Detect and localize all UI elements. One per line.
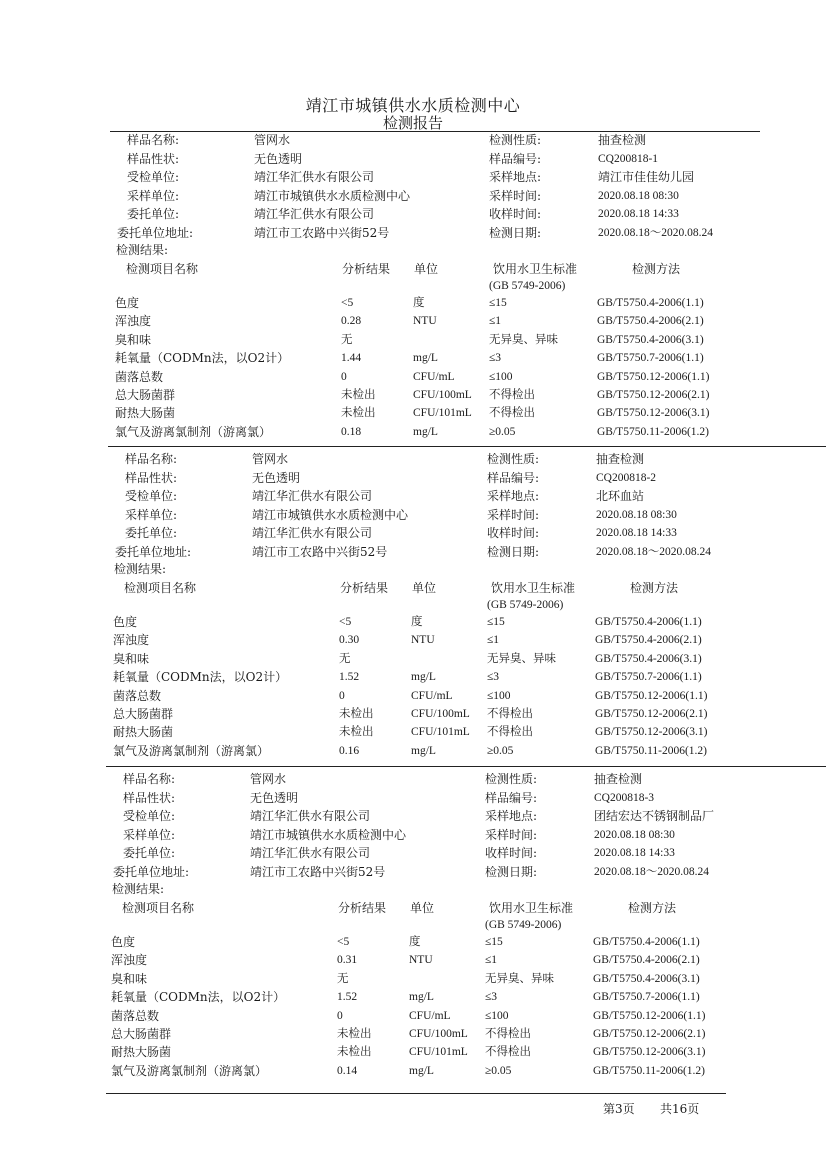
table-row-unit: NTU: [409, 954, 433, 967]
col-header-standard-code: (GB 5749-2006): [487, 599, 564, 611]
table-row-item: 总大肠菌群: [113, 707, 174, 721]
table-row-standard: ≤3: [489, 352, 502, 365]
info-label-inspection-nature: 检测性质:: [489, 133, 542, 147]
table-row-unit: mg/L: [413, 425, 438, 438]
info-label-inspected-unit: 受检单位:: [123, 809, 176, 823]
table-row-result: 0: [339, 689, 345, 702]
table-row-unit: NTU: [411, 634, 435, 647]
info-value-sampling-time: 2020.08.18 08:30: [598, 189, 679, 202]
table-row-method: GB/T5750.12-2006(1.1): [595, 689, 708, 702]
page-number: 第3页: [603, 1102, 635, 1116]
table-row-method: GB/T5750.7-2006(1.1): [595, 671, 702, 684]
table-row-standard: ≤1: [485, 954, 498, 967]
col-header-standard: 饮用水卫生标准: [493, 262, 578, 276]
table-row-result: 0: [341, 370, 347, 383]
table-row-standard: ≤100: [485, 1009, 509, 1022]
table-row-item: 浑浊度: [111, 953, 148, 968]
table-row-standard: 不得检出: [487, 726, 533, 739]
table-row-standard: ≥0.05: [489, 425, 516, 438]
info-label-sample-no: 样品编号:: [485, 790, 538, 805]
info-value-location: 团结宏达不锈钢制品厂: [594, 809, 715, 823]
col-header-unit: 单位: [412, 581, 437, 595]
table-row-standard: 不得检出: [489, 407, 535, 420]
table-row-method: GB/T5750.11-2006(1.2): [593, 1064, 706, 1077]
section-divider-2: [106, 766, 826, 767]
table-row-standard: ≤3: [487, 671, 500, 684]
table-row-method: GB/T5750.4-2006(2.1): [595, 634, 702, 647]
info-label-inspection-nature: 检测性质:: [485, 772, 538, 786]
table-row-unit: CFU/mL: [409, 1009, 451, 1022]
table-row-standard: 不得检出: [489, 389, 535, 401]
info-label-client-unit: 委托单位:: [127, 207, 180, 221]
table-row-unit: 度: [411, 616, 423, 628]
info-value-sampling-unit: 靖江市城镇供水水质检测中心: [250, 827, 407, 842]
info-value-state: 无色透明: [252, 470, 301, 485]
table-row-result: <5: [339, 616, 352, 628]
info-value-nature: 抽查检测: [598, 133, 647, 147]
table-row-unit: mg/L: [409, 991, 434, 1004]
info-label-client-unit: 委托单位:: [125, 526, 178, 540]
table-row-item: 总大肠菌群: [111, 1027, 172, 1041]
table-row-unit: CFU/mL: [411, 689, 453, 702]
table-row-result: 0.30: [339, 634, 360, 647]
info-label-sampling-location: 采样地点:: [489, 170, 542, 184]
table-row-item: 菌落总数: [115, 369, 164, 384]
info-value-test-date: 2020.08.18～2020.08.24: [596, 545, 711, 558]
info-label-client-address: 委托单位地址:: [115, 544, 192, 559]
table-row-method: GB/T5750.12-2006(2.1): [597, 389, 710, 401]
table-row-item: 菌落总数: [113, 688, 162, 703]
table-row-item: 耐热大肠菌: [113, 725, 174, 740]
table-row-unit: 度: [413, 297, 425, 309]
col-header-item: 检测项目名称: [126, 262, 199, 276]
table-row-method: GB/T5750.12-2006(3.1): [593, 1046, 706, 1059]
table-row-standard: 无异臭、异味: [489, 333, 558, 346]
table-row-item: 氯气及游离氯制剂（游离氯）: [111, 1063, 268, 1078]
info-value-name: 管网水: [254, 133, 291, 147]
info-label-sampling-location: 采样地点:: [487, 489, 540, 503]
info-value-state: 无色透明: [250, 790, 299, 805]
table-row-unit: mg/L: [411, 744, 436, 757]
info-value-receive-time: 2020.08.18 14:33: [596, 527, 677, 539]
table-row-result: 未检出: [339, 726, 374, 739]
info-value-name: 管网水: [250, 772, 287, 786]
info-label-test-date: 检测日期:: [487, 544, 540, 559]
table-row-standard: 不得检出: [485, 1028, 531, 1040]
info-value-sample-no: CQ200818-2: [596, 471, 657, 484]
table-row-method: GB/T5750.12-2006(1.1): [593, 1009, 706, 1022]
info-value-state: 无色透明: [254, 151, 303, 166]
table-row-item: 耗氧量（CODMn法，以O2计）: [115, 351, 290, 366]
table-row-method: GB/T5750.4-2006(2.1): [597, 315, 704, 328]
table-row-method: GB/T5750.11-2006(1.2): [597, 425, 710, 438]
table-row-standard: ≤3: [485, 991, 498, 1004]
table-row-item: 耐热大肠菌: [111, 1045, 172, 1060]
table-row-unit: CFU/100mL: [413, 389, 472, 401]
table-row-standard: ≤15: [485, 936, 503, 948]
table-row-item: 色度: [111, 935, 136, 949]
table-row-item: 氯气及游离氯制剂（游离氯）: [113, 743, 270, 758]
col-header-standard: 饮用水卫生标准: [489, 901, 574, 915]
results-heading: 检测结果:: [112, 882, 165, 896]
table-row-standard: ≤1: [487, 634, 500, 647]
info-value-sample-no: CQ200818-3: [594, 791, 655, 804]
info-label-test-date: 检测日期:: [489, 225, 542, 240]
table-row-method: GB/T5750.4-2006(1.1): [597, 297, 704, 309]
table-row-method: GB/T5750.4-2006(1.1): [593, 936, 700, 948]
table-row-result: 1.52: [339, 671, 360, 684]
table-row-method: GB/T5750.12-2006(2.1): [593, 1028, 706, 1040]
top-rule: [110, 131, 760, 132]
table-row-result: 1.52: [337, 991, 358, 1004]
table-row-item: 总大肠菌群: [115, 388, 176, 402]
info-value-sample-no: CQ200818-1: [598, 152, 659, 165]
info-value-sampling-time: 2020.08.18 08:30: [596, 508, 677, 521]
info-label-sample-state: 样品性状:: [123, 790, 176, 805]
table-row-item: 耗氧量（CODMn法，以O2计）: [111, 990, 286, 1005]
table-row-result: 未检出: [339, 708, 374, 720]
col-header-standard-code: (GB 5749-2006): [489, 280, 566, 292]
info-label-inspected-unit: 受检单位:: [125, 489, 178, 503]
table-row-method: GB/T5750.12-2006(2.1): [595, 708, 708, 720]
table-row-result: 未检出: [337, 1028, 372, 1040]
info-value-sampling-time: 2020.08.18 08:30: [594, 828, 675, 841]
table-row-result: 0.31: [337, 954, 358, 967]
table-row-standard: ≤100: [489, 370, 513, 383]
table-row-method: GB/T5750.12-2006(3.1): [595, 726, 708, 739]
table-row-standard: ≥0.05: [485, 1064, 512, 1077]
table-row-result: 0.16: [339, 744, 360, 757]
table-row-method: GB/T5750.7-2006(1.1): [597, 352, 704, 365]
info-value-test-date: 2020.08.18～2020.08.24: [594, 865, 709, 878]
table-row-standard: 无异臭、异味: [487, 652, 556, 665]
info-label-inspected-unit: 受检单位:: [127, 170, 180, 184]
info-value-inspected-unit: 靖江华汇供水有限公司: [250, 809, 371, 823]
table-row-item: 色度: [113, 615, 138, 629]
table-row-method: GB/T5750.4-2006(3.1): [593, 972, 700, 985]
col-header-standard-code: (GB 5749-2006): [485, 919, 562, 931]
col-header-result: 分析结果: [338, 901, 387, 915]
table-row-unit: NTU: [413, 315, 437, 328]
info-label-test-date: 检测日期:: [485, 864, 538, 879]
table-row-method: GB/T5750.4-2006(2.1): [593, 954, 700, 967]
info-value-client-unit: 靖江华汇供水有限公司: [250, 846, 371, 860]
info-value-client-address: 靖江市工农路中兴街52号: [252, 544, 388, 559]
table-row-item: 氯气及游离氯制剂（游离氯）: [115, 424, 272, 439]
info-label-receive-time: 收样时间:: [485, 846, 538, 860]
info-value-location: 靖江市佳佳幼儿园: [598, 170, 695, 184]
table-row-result: 无: [341, 333, 353, 346]
table-row-standard: 无异臭、异味: [485, 972, 554, 985]
report-title: 检测报告: [382, 114, 443, 132]
info-value-sampling-unit: 靖江市城镇供水水质检测中心: [252, 507, 409, 522]
table-row-method: GB/T5750.4-2006(3.1): [595, 652, 702, 665]
table-row-result: <5: [341, 297, 354, 309]
info-label-sampling-unit: 采样单位:: [123, 827, 176, 842]
info-value-receive-time: 2020.08.18 14:33: [594, 847, 675, 859]
info-value-sampling-unit: 靖江市城镇供水水质检测中心: [254, 188, 411, 203]
info-label-sample-name: 样品名称:: [125, 452, 178, 466]
info-label-sample-no: 样品编号:: [489, 151, 542, 166]
table-row-standard: ≤1: [489, 315, 502, 328]
table-row-unit: CFU/100mL: [411, 708, 470, 720]
table-row-result: 无: [339, 652, 351, 665]
col-header-method: 检测方法: [628, 901, 677, 915]
table-row-item: 耐热大肠菌: [115, 406, 176, 421]
table-row-item: 浑浊度: [115, 314, 152, 329]
table-row-result: 未检出: [341, 407, 376, 420]
table-row-item: 臭和味: [113, 651, 150, 666]
results-heading: 检测结果:: [114, 562, 167, 576]
info-label-sample-state: 样品性状:: [127, 151, 180, 166]
table-row-unit: CFU/mL: [413, 370, 455, 383]
info-value-nature: 抽查检测: [596, 452, 645, 466]
info-label-sampling-time: 采样时间:: [485, 827, 538, 842]
table-row-item: 菌落总数: [111, 1008, 160, 1023]
info-value-client-address: 靖江市工农路中兴街52号: [254, 225, 390, 240]
info-label-sampling-unit: 采样单位:: [125, 507, 178, 522]
info-value-inspected-unit: 靖江华汇供水有限公司: [252, 489, 373, 503]
table-row-standard: ≤15: [489, 297, 507, 309]
section-divider-1: [108, 446, 826, 447]
info-value-name: 管网水: [252, 452, 289, 466]
results-heading: 检测结果:: [116, 243, 169, 257]
info-label-sample-name: 样品名称:: [127, 133, 180, 147]
org-title: 靖江市城镇供水水质检测中心: [305, 96, 521, 115]
info-label-client-unit: 委托单位:: [123, 846, 176, 860]
info-value-inspected-unit: 靖江华汇供水有限公司: [254, 170, 375, 184]
table-row-standard: ≥0.05: [487, 744, 514, 757]
col-header-result: 分析结果: [342, 262, 391, 276]
table-row-result: 0.18: [341, 425, 362, 438]
info-value-location: 北环血站: [596, 489, 645, 503]
table-row-item: 浑浊度: [113, 633, 150, 648]
table-row-item: 臭和味: [111, 971, 148, 986]
info-label-receive-time: 收样时间:: [489, 207, 542, 221]
table-row-unit: mg/L: [413, 352, 438, 365]
info-value-nature: 抽查检测: [594, 772, 643, 786]
table-row-result: <5: [337, 936, 350, 948]
col-header-unit: 单位: [410, 901, 435, 915]
info-label-client-address: 委托单位地址:: [117, 225, 194, 240]
table-row-result: 未检出: [337, 1046, 372, 1059]
info-label-inspection-nature: 检测性质:: [487, 452, 540, 466]
info-label-client-address: 委托单位地址:: [113, 864, 190, 879]
info-value-client-unit: 靖江华汇供水有限公司: [254, 207, 375, 221]
table-row-unit: CFU/101mL: [411, 726, 470, 739]
info-label-sampling-time: 采样时间:: [489, 188, 542, 203]
col-header-unit: 单位: [414, 262, 439, 276]
table-row-standard: ≤100: [487, 689, 511, 702]
info-label-receive-time: 收样时间:: [487, 526, 540, 540]
table-row-standard: ≤15: [487, 616, 505, 628]
page-total: 共16页: [660, 1102, 700, 1116]
info-label-sampling-unit: 采样单位:: [127, 188, 180, 203]
col-header-item: 检测项目名称: [124, 581, 197, 595]
info-value-client-unit: 靖江华汇供水有限公司: [252, 526, 373, 540]
table-row-item: 耗氧量（CODMn法，以O2计）: [113, 670, 288, 685]
table-row-result: 无: [337, 972, 349, 985]
info-label-sample-no: 样品编号:: [487, 470, 540, 485]
info-value-test-date: 2020.08.18～2020.08.24: [598, 226, 713, 239]
info-label-sample-state: 样品性状:: [125, 470, 178, 485]
info-label-sampling-location: 采样地点:: [485, 809, 538, 823]
table-row-unit: CFU/100mL: [409, 1028, 468, 1040]
col-header-result: 分析结果: [340, 581, 389, 595]
table-row-method: GB/T5750.12-2006(1.1): [597, 370, 710, 383]
col-header-method: 检测方法: [632, 262, 681, 276]
table-row-result: 0.14: [337, 1064, 358, 1077]
table-row-standard: 不得检出: [487, 708, 533, 720]
info-label-sampling-time: 采样时间:: [487, 507, 540, 522]
table-row-unit: mg/L: [409, 1064, 434, 1077]
col-header-standard: 饮用水卫生标准: [491, 581, 576, 595]
table-row-method: GB/T5750.4-2006(3.1): [597, 333, 704, 346]
table-row-item: 臭和味: [115, 332, 152, 347]
table-row-standard: 不得检出: [485, 1046, 531, 1059]
table-row-result: 未检出: [341, 389, 376, 401]
info-value-receive-time: 2020.08.18 14:33: [598, 208, 679, 220]
col-header-method: 检测方法: [630, 581, 679, 595]
table-row-method: GB/T5750.12-2006(3.1): [597, 407, 710, 420]
table-row-method: GB/T5750.11-2006(1.2): [595, 744, 708, 757]
table-row-method: GB/T5750.7-2006(1.1): [593, 991, 700, 1004]
table-row-item: 色度: [115, 296, 140, 310]
col-header-item: 检测项目名称: [122, 901, 195, 915]
table-row-method: GB/T5750.4-2006(1.1): [595, 616, 702, 628]
info-label-sample-name: 样品名称:: [123, 772, 176, 786]
table-row-unit: 度: [409, 936, 421, 948]
table-row-result: 1.44: [341, 352, 362, 365]
table-row-unit: mg/L: [411, 671, 436, 684]
table-row-result: 0.28: [341, 315, 362, 328]
table-row-unit: CFU/101mL: [409, 1046, 468, 1059]
bottom-rule: [106, 1093, 726, 1094]
table-row-unit: CFU/101mL: [413, 407, 472, 420]
table-row-result: 0: [337, 1009, 343, 1022]
info-value-client-address: 靖江市工农路中兴街52号: [250, 864, 386, 879]
